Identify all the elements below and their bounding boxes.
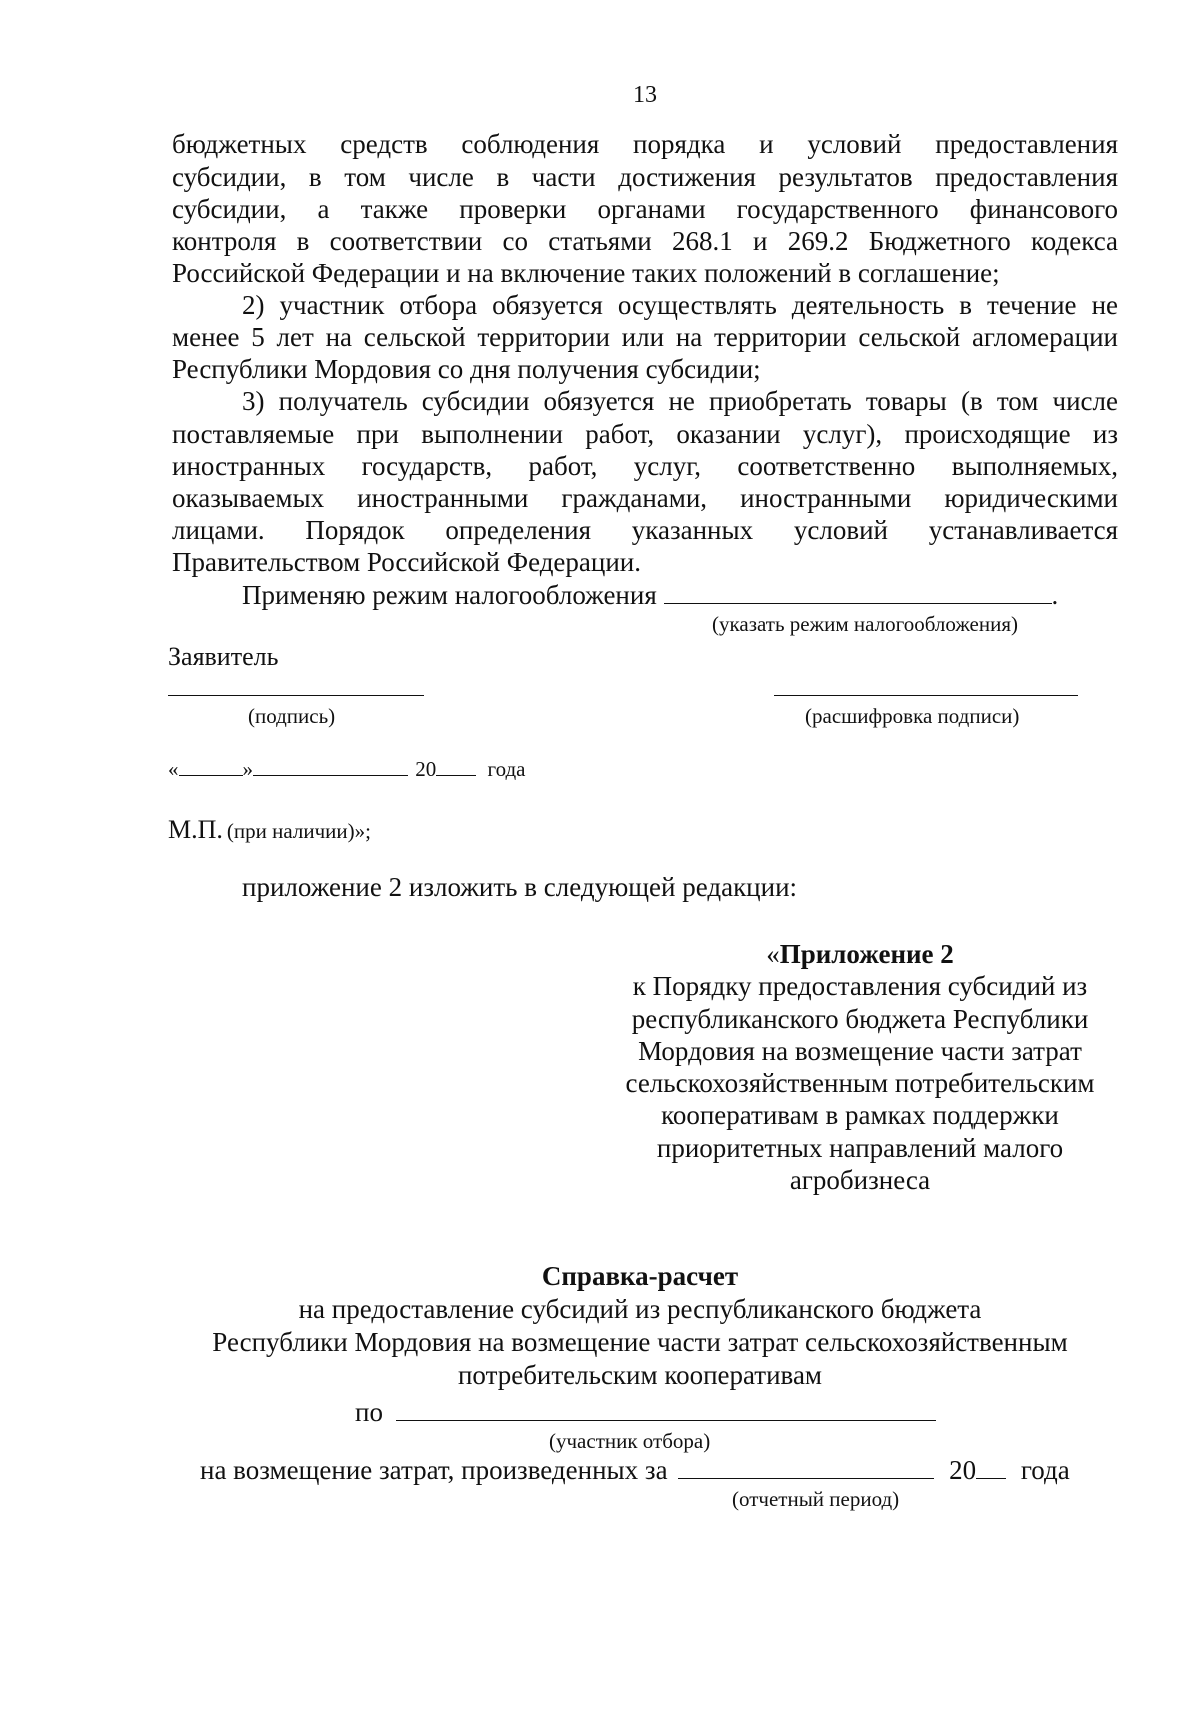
body-line: Российской Федерации и на включение таких положений в соглашение; <box>172 258 1000 288</box>
appendix-line: агробизнеса <box>789 1165 931 1196</box>
date-year-field[interactable] <box>436 757 476 776</box>
appendix-line: сельскохозяйственным потребительским <box>625 1068 1095 1099</box>
instruction: приложение 2 изложить в следующей редакции: <box>242 872 798 902</box>
body-line: субсидии, в том числе в части достижения результатов предоставления <box>172 162 1118 192</box>
stamp-note: М.П. (при наличии)»; <box>168 815 371 844</box>
form-title: Справка-расчет <box>541 1261 739 1291</box>
body-line: менее 5 лет на сельской территории или на территории сельской агломерации <box>172 322 1118 352</box>
participant-row: по <box>355 1397 936 1428</box>
signature-line[interactable] <box>168 695 424 696</box>
period-hint: (отчетный период) <box>732 1487 900 1511</box>
page-number: 13 <box>633 82 657 108</box>
body-line: лицами. Порядок определения указанных условий устанавливается <box>172 515 1118 545</box>
body-line: поставляемые при выполнении работ, оказании услуг), происходящие из <box>172 419 1118 449</box>
signature-hint: (подпись) <box>248 704 336 728</box>
date-day-field[interactable] <box>179 757 243 776</box>
appendix-line: Мордовия на возмещение части затрат <box>638 1035 1082 1066</box>
body-line: субсидии, а также проверки органами государственного финансового <box>172 194 1118 224</box>
body-line: 3) получатель субсидии обязуется не приобретать товары (в том числе <box>242 386 1118 416</box>
form-subtitle-line: Республики Мордовия на возмещение части затрат сельскохозяйственным <box>212 1327 1068 1357</box>
period-year-field[interactable] <box>976 1456 1006 1479</box>
appendix-line: республиканского бюджета Республики <box>631 1003 1089 1034</box>
date-month-field[interactable] <box>253 757 408 776</box>
tax-regime-label: Применяю режим налогообложения <box>242 580 657 610</box>
body-line: бюджетных средств соблюдения порядка и условий предоставления <box>172 129 1118 159</box>
tax-regime-row: Применяю режим налогообложения . <box>242 580 1059 610</box>
date-row: « » 20 года <box>168 757 526 781</box>
form-subtitle-line: потребительским кооперативам <box>457 1360 823 1390</box>
signature-decode-hint: (расшифровка подписи) <box>805 704 1020 728</box>
appendix-line: к Порядку предоставления субсидий из <box>632 971 1088 1002</box>
body-line: Правительством Российской Федерации. <box>172 547 641 577</box>
form-title-block <box>150 1260 1130 1392</box>
period-row: на возмещение затрат, произведенных за 20 года <box>200 1455 1070 1485</box>
period-field[interactable] <box>678 1456 934 1479</box>
tax-regime-field[interactable] <box>664 579 1052 604</box>
participant-field[interactable] <box>396 1398 936 1421</box>
body-line: иностранных государств, работ, услуг, соответственно выполняемых, <box>172 451 1118 481</box>
body-line: 2) участник отбора обязуется осуществлять деятельность в течение не <box>242 290 1118 320</box>
body-line: Республики Мордовия со дня получения субсидии; <box>172 354 761 384</box>
appendix-title: «Приложение 2 <box>766 939 954 969</box>
appendix-block <box>600 938 1120 1196</box>
tax-regime-hint: (указать режим налогообложения) <box>712 612 1018 636</box>
participant-hint: (участник отбора) <box>549 1429 711 1453</box>
applicant-label: Заявитель <box>168 642 279 671</box>
appendix-line: приоритетных направлений малого <box>656 1132 1064 1163</box>
form-subtitle-line: на предоставление субсидий из республиканского бюджета <box>298 1294 982 1324</box>
appendix-line: кооперативам в рамках поддержки <box>661 1100 1059 1131</box>
body-line: оказываемых иностранными гражданами, иностранными юридическими <box>172 483 1118 513</box>
signature-decode-line[interactable] <box>774 695 1078 696</box>
body-line: контроля в соответствии со статьями 268.1 и 269.2 Бюджетного кодекса <box>172 226 1118 256</box>
